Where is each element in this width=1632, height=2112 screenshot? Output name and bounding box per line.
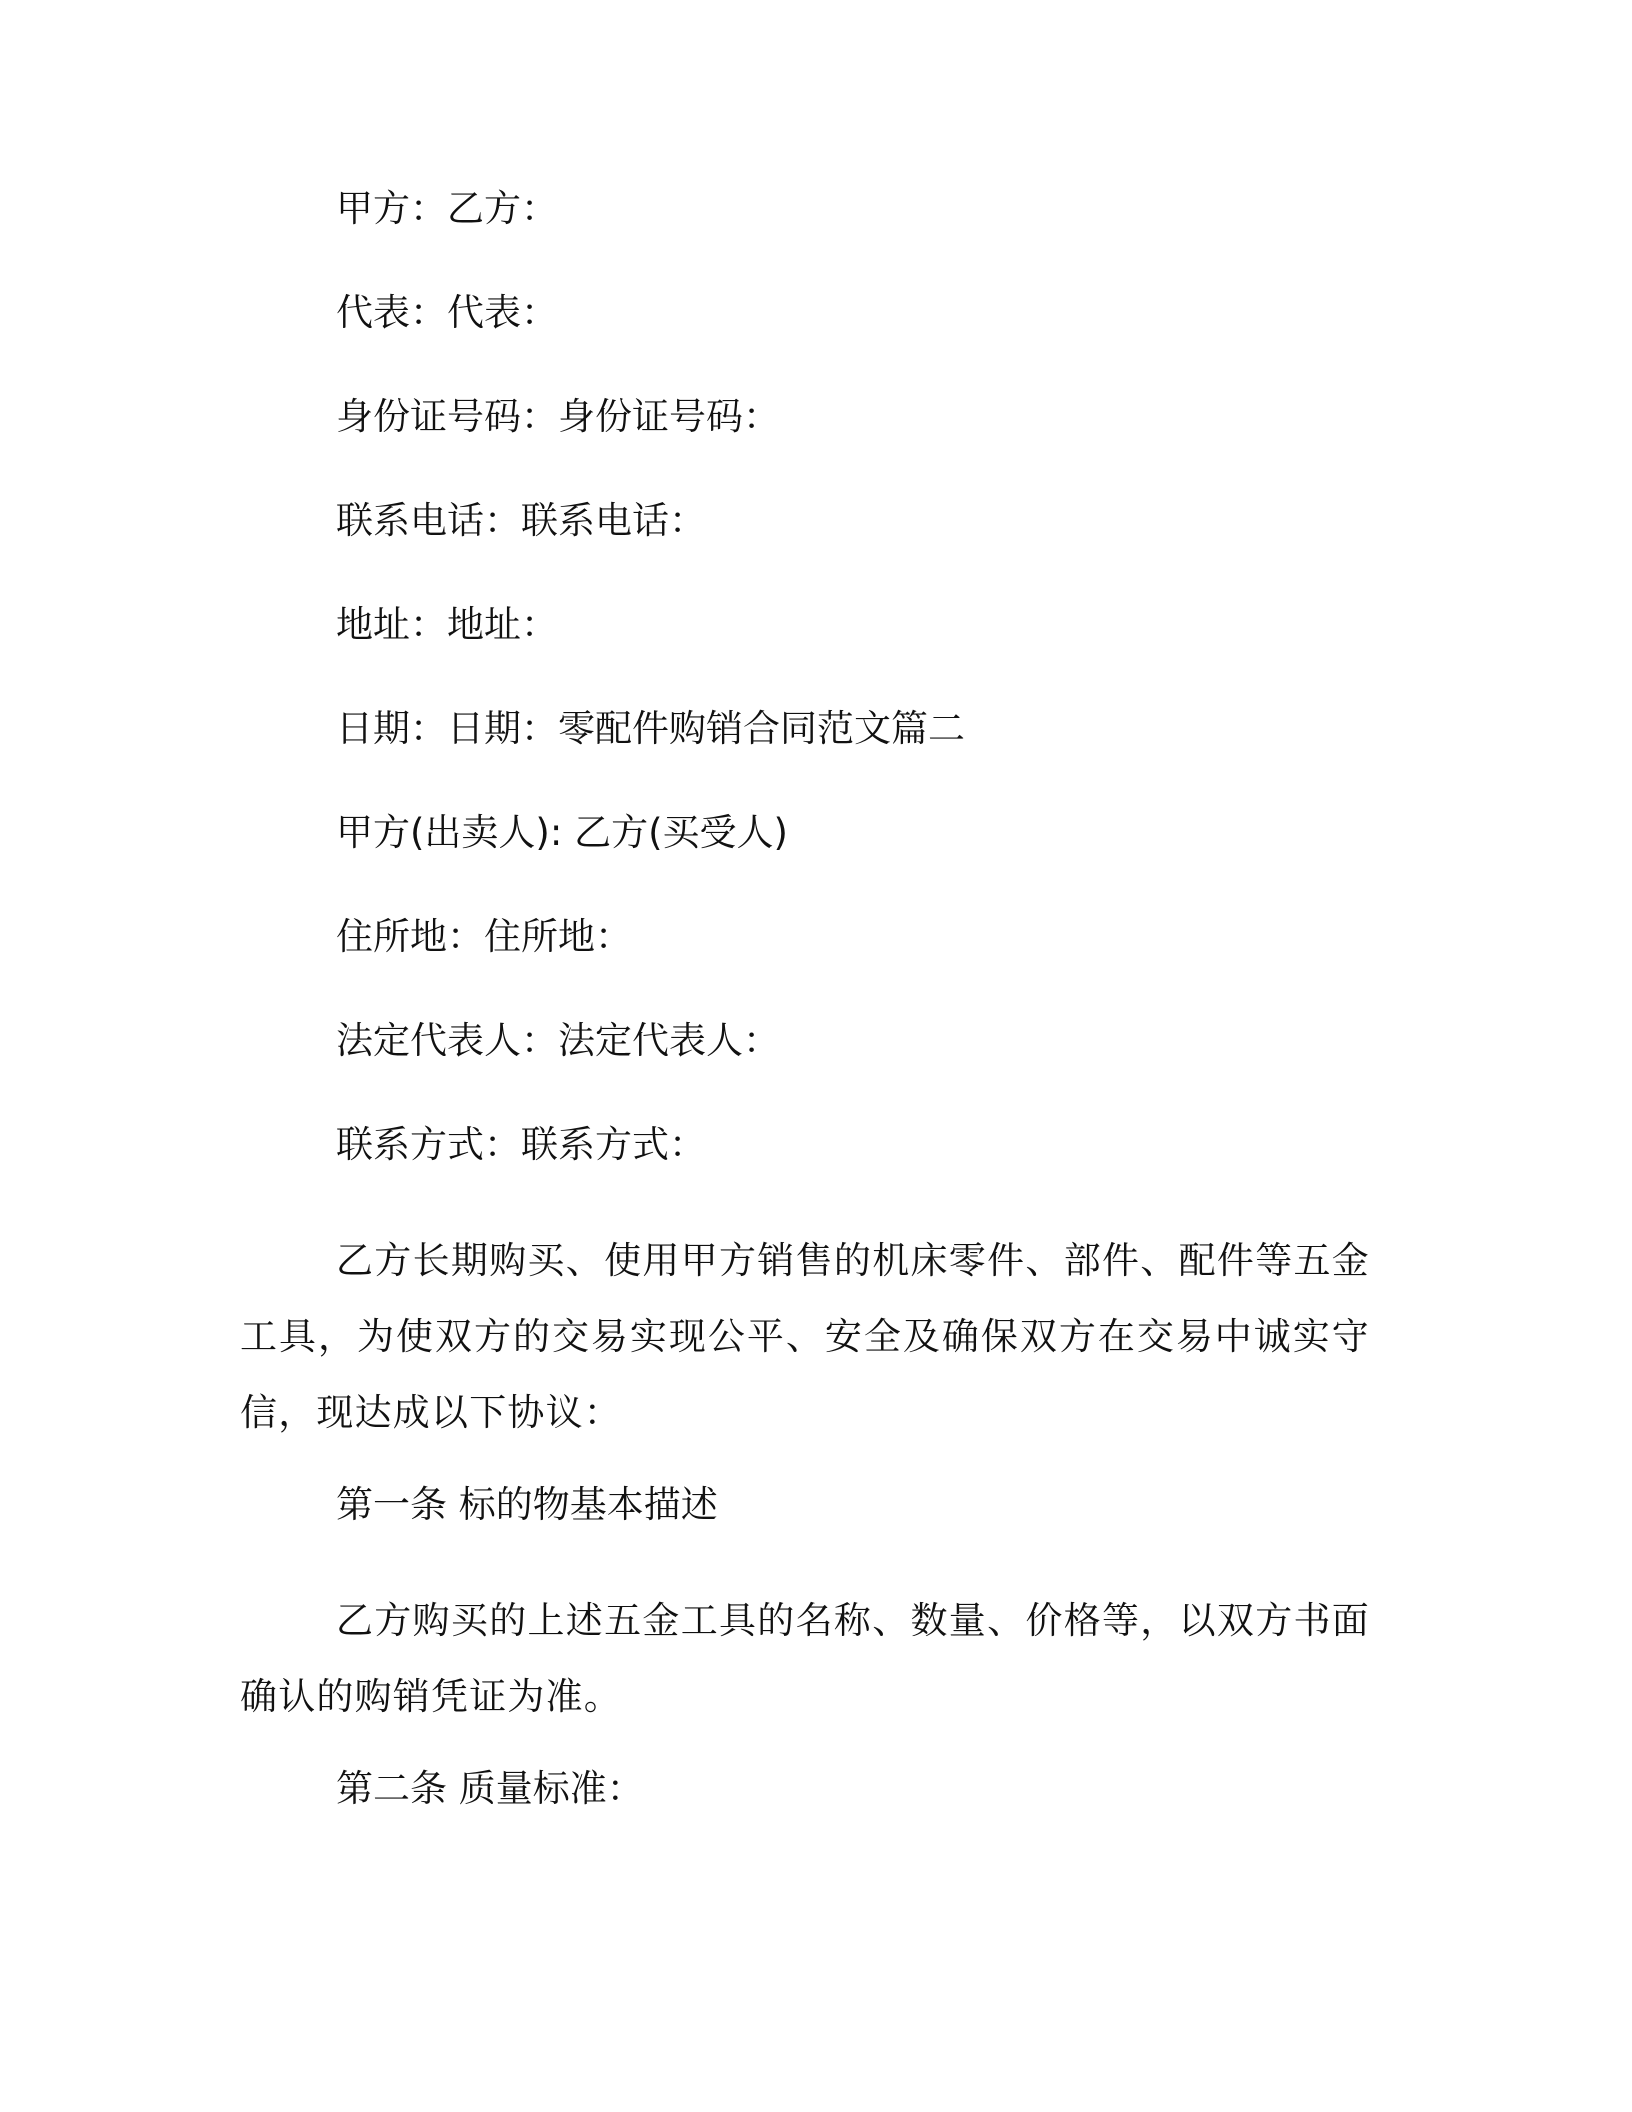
representative-line: 代表：代表：	[336, 291, 558, 334]
residence-line: 住所地：住所地：	[336, 915, 632, 958]
date-line: 日期：日期：零配件购销合同范文篇二	[336, 707, 965, 750]
seller-buyer-line: 甲方(出卖人): 乙方(买受人)	[336, 811, 788, 854]
document-body	[240, 183, 1370, 1867]
legal-representative-line: 法定代表人：法定代表人：	[336, 1019, 780, 1062]
intro-paragraph: 乙方长期购买、使用甲方销售的机床零件、部件、配件等五金工具，为使双方的交易实现公平、安全及确保双方在交易中诚实守信，现达成以下协议：	[240, 1239, 1370, 1434]
contact-method-line: 联系方式：联系方式：	[336, 1123, 706, 1166]
party-line: 甲方：乙方：	[336, 187, 558, 230]
article-1-title: 第一条 标的物基本描述	[336, 1483, 718, 1526]
article-2-title: 第二条 质量标准：	[336, 1767, 644, 1810]
article-1-text: 乙方购买的上述五金工具的名称、数量、价格等，以双方书面确认的购销凭证为准。	[240, 1599, 1370, 1718]
address-line: 地址：地址：	[336, 603, 558, 646]
phone-line: 联系电话：联系电话：	[336, 499, 706, 542]
id-number-line: 身份证号码：身份证号码：	[336, 395, 780, 438]
